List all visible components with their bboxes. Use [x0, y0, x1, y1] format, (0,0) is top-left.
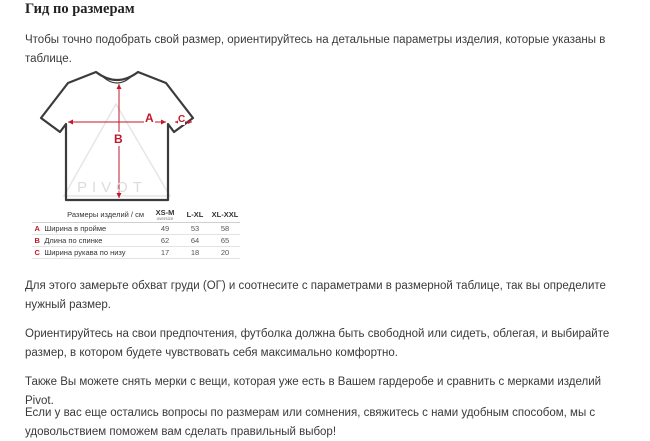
size-guide-figure — [28, 64, 268, 267]
size-column-header: L-XL — [180, 206, 210, 223]
row-value: 65 — [220, 236, 230, 245]
row-value: 49 — [160, 224, 170, 233]
row-value: 18 — [190, 248, 200, 257]
row-value: 20 — [220, 248, 230, 257]
row-param-name: Ширина рукава по низу — [44, 248, 126, 257]
label-b: B — [114, 132, 123, 146]
paragraph-existing-garment: Также Вы можете снять мерки с вещи, которая уже есть в Вашем гардеробе и сравнить с мерками изделий Pivot. — [25, 376, 602, 407]
table-row — [32, 247, 240, 259]
size-table-header — [32, 206, 240, 223]
row-value: 62 — [160, 236, 170, 245]
intro-text: Чтобы точно подобрать свой размер, ориентируйтесь на детальные параметры изделия, которые указаны в таблице. — [25, 34, 606, 65]
row-value: 53 — [190, 224, 200, 233]
size-column-header: XS-M oversize — [150, 206, 180, 223]
tshirt-diagram — [28, 64, 268, 204]
table-row — [32, 235, 240, 247]
row-param-name: Ширина в пройме — [44, 224, 107, 233]
size-table-header-label: Размеры изделий / см — [32, 206, 150, 223]
size-table — [32, 206, 240, 259]
label-c: C — [178, 114, 186, 125]
size-column-header: XL-XXL — [210, 206, 240, 223]
label-a: A — [145, 111, 154, 125]
row-value: 58 — [220, 224, 230, 233]
paragraph-preferences: Ориентируйтесь на свои предпочтения, футболка должна быть свободной или сидеть, облегая, и выбирайте размер, в котором будете чувствовать себя максимально комфортно. — [25, 328, 610, 359]
paragraph-measure-chest: Для этого замерьте обхват груди (ОГ) и соотнесите с параметрами в размерной таблице, так вы определите нужный размер. — [25, 280, 606, 311]
page-title: Гид по размерам — [25, 1, 135, 17]
row-value: 17 — [160, 248, 170, 257]
row-value: 64 — [190, 236, 200, 245]
table-row — [32, 223, 240, 235]
row-param-name: Длина по спинке — [44, 236, 103, 245]
row-letter: A — [34, 224, 40, 233]
watermark-text: PIVOT — [77, 179, 148, 196]
row-letter: B — [34, 236, 40, 245]
row-letter: C — [34, 248, 40, 257]
paragraph-contact-us: Если у вас еще остались вопросы по размерам или сомнения, свяжитесь с нами удобным способом, мы с удовольствием поможем вам сделать правильный выбор! — [25, 407, 596, 438]
